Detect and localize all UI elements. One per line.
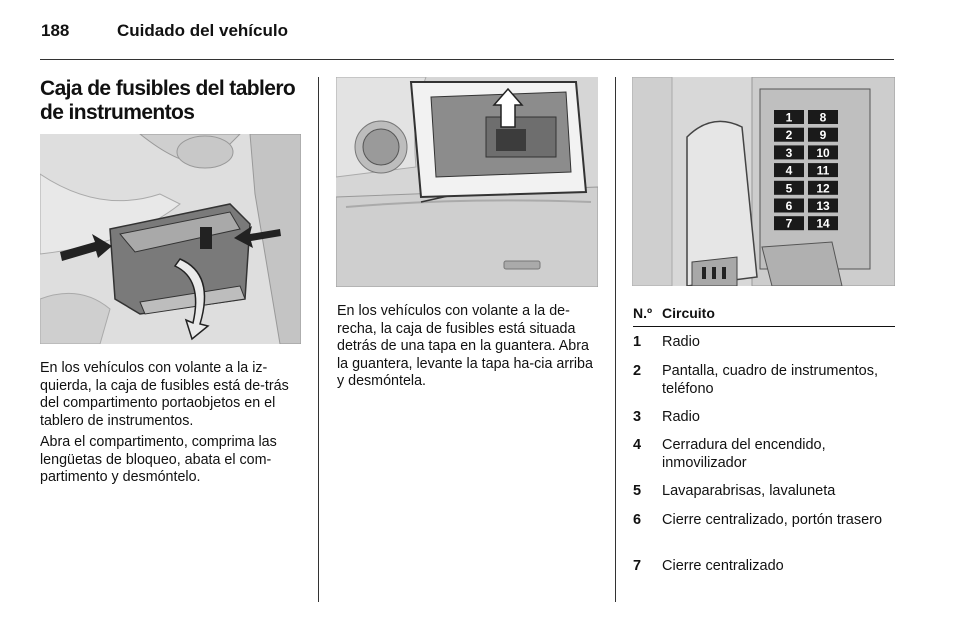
fuse-label-1: 1 <box>785 110 793 125</box>
row-number: 1 <box>633 334 642 350</box>
figure-rhd-glovebox <box>336 77 598 287</box>
fuse-label-12: 12 <box>816 181 830 196</box>
row-circuit: Lavaparabrisas, lavaluneta <box>662 483 836 499</box>
fuse-label-7: 7 <box>785 216 793 231</box>
row-number: 7 <box>633 558 642 574</box>
row-circuit: Radio <box>662 409 700 425</box>
section-title: Caja de fusibles del tablero de instrumentos <box>40 77 296 124</box>
left-paragraph-2: Abra el compartimento, comprima las lengüetas de bloqueo, abata el com-partimento y desmóntelo. <box>40 434 277 486</box>
figure-fuse-box <box>632 77 895 286</box>
fuse-label-10: 10 <box>816 145 830 160</box>
fuse-label-14: 14 <box>816 216 830 231</box>
row-number: 4 <box>633 437 642 453</box>
header-number: N.º <box>633 305 653 321</box>
fuse-label-9: 9 <box>819 128 827 143</box>
row-circuit: Cierre centralizado <box>662 558 784 574</box>
header-divider <box>40 59 894 60</box>
fuse-label-2: 2 <box>785 128 793 143</box>
chapter-title: Cuidado del vehículo <box>117 21 288 40</box>
fuse-label-13: 13 <box>816 199 830 213</box>
fuse-label-4: 4 <box>785 163 793 178</box>
row-circuit: Cerradura del encendido, inmovilizador <box>662 437 826 471</box>
middle-paragraph: En los vehículos con volante a la de-recha, la caja de fusibles está situada detrás de una tapa en la guantera. Abra la guantera, levante la tapa ha-cia arriba y desmóntela. <box>337 303 593 390</box>
column-divider-right <box>615 77 616 602</box>
row-circuit: Pantalla, cuadro de instrumentos, teléfono <box>662 363 879 397</box>
fuse-label-8: 8 <box>819 110 827 125</box>
row-number: 6 <box>633 512 642 528</box>
row-number: 3 <box>633 409 642 425</box>
fuse-label-3: 3 <box>785 145 793 160</box>
fuse-label-6: 6 <box>785 199 793 213</box>
header-circuit: Circuito <box>662 305 715 321</box>
row-circuit: Cierre centralizado, portón trasero <box>662 512 883 528</box>
figure-lhd-compartment <box>40 134 301 344</box>
fuse-table-header <box>633 304 895 327</box>
row-circuit: Radio <box>662 334 700 350</box>
page-number: 188 <box>41 21 70 40</box>
row-number: 2 <box>633 363 642 379</box>
fuse-label-11: 11 <box>816 163 830 178</box>
left-paragraph-1: En los vehículos con volante a la iz-quierda, la caja de fusibles está de-trás del compartimento portaobjetos en el tablero de instrumentos. <box>40 360 289 429</box>
fuse-label-5: 5 <box>785 181 793 196</box>
column-divider-left <box>318 77 319 602</box>
row-number: 5 <box>633 483 642 499</box>
